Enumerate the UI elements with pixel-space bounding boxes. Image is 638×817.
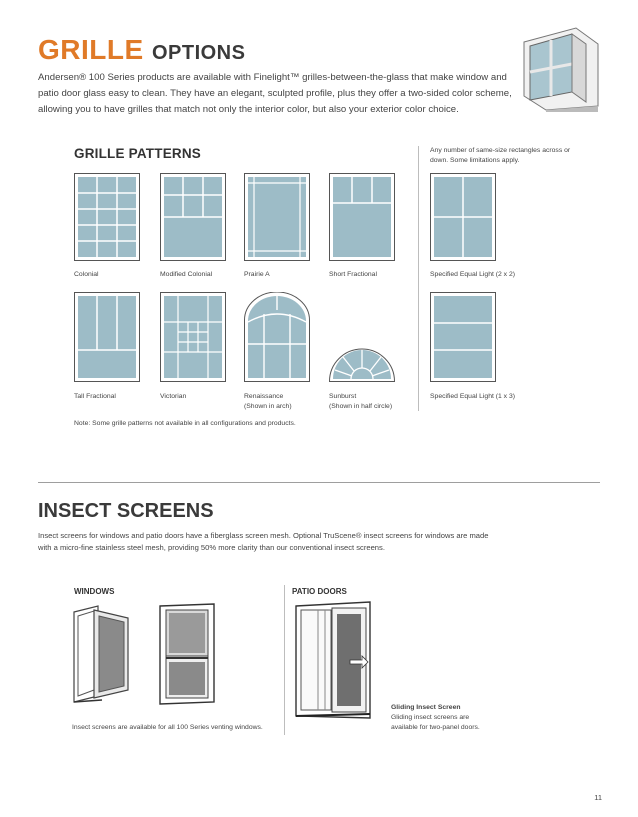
windows-caption: Insect screens are available for all 100 Series venting windows. (72, 724, 263, 731)
renaissance-label: Renaissance (244, 393, 284, 400)
page-number: 11 (594, 793, 602, 802)
sunburst-sublabel: (Shown in half circle) (329, 403, 393, 410)
title-accent: GRILLE (38, 34, 144, 65)
patio-caption-title: Gliding Insect Screen (391, 704, 461, 711)
grille-divider (418, 146, 419, 411)
renaissance-sublabel: (Shown in arch) (244, 403, 292, 410)
grille-label-renaissance (244, 392, 292, 412)
insect-screens-intro: Insect screens for windows and patio doors have a fiberglass screen mesh. Optional TruScene® insect screens for windows are made with a micro-fine stainless steel mesh, providing 50% more clarity than our conventional insect screens. (38, 531, 489, 552)
grille-side-note: Any number of same-size rectangles across or down. Some limitations apply. (430, 147, 571, 164)
double-hung-window-screen-image (156, 602, 218, 706)
patio-caption-text: Gliding insect screens are available for two-panel doors. (391, 714, 480, 731)
grille-label-modified-colonial: Modified Colonial (160, 271, 213, 278)
patio-doors-title: PATIO DOORS (292, 587, 347, 596)
grille-prairie-a-image (244, 173, 310, 261)
title-rest: OPTIONS (151, 42, 246, 64)
grille-specified-1x3-image (430, 292, 496, 382)
page-title (38, 36, 245, 64)
sunburst-label: Sunburst (329, 393, 357, 400)
grille-note: Note: Some grille patterns not available in all configurations and products. (74, 420, 296, 427)
grille-patterns-title: GRILLE PATTERNS (74, 146, 201, 161)
insect-screens-title: INSECT SCREENS (38, 500, 214, 522)
grille-label-prairie-a: Prairie A (244, 271, 270, 278)
grille-label-specified-2x2: Specified Equal Light (2 x 2) (430, 271, 516, 278)
grille-specified-2x2-image (430, 173, 496, 261)
window-corner-illustration (516, 22, 606, 117)
grille-modified-colonial-image (160, 173, 226, 261)
grille-label-sunburst (329, 392, 392, 412)
patio-door-screen-image (292, 600, 374, 720)
grille-label-tall-fractional: Tall Fractional (74, 393, 116, 400)
grille-label-short-fractional: Short Fractional (329, 271, 377, 278)
casement-window-screen-image (72, 604, 134, 704)
grille-label-specified-1x3: Specified Equal Light (1 x 3) (430, 393, 516, 400)
windows-title: WINDOWS (74, 587, 115, 596)
intro-paragraph: Andersen® 100 Series products are available with Finelight™ grilles-between-the-glass that make window and patio door glass easy to clean. They have an elegant, sculpted profile, plus they offer a two-sided color scheme, allowing you to have grilles that match not only the interior color, but also your exterior color choice. (38, 72, 512, 115)
grille-short-fractional-image (329, 173, 395, 261)
grille-victorian-image (160, 292, 226, 382)
grille-tall-fractional-image (74, 292, 140, 382)
section-divider (38, 482, 600, 483)
grille-colonial-image (74, 173, 140, 261)
grille-label-victorian: Victorian (160, 393, 187, 400)
insect-divider (284, 585, 285, 735)
grille-sunburst-image (329, 344, 395, 382)
patio-caption (391, 703, 491, 733)
grille-label-colonial: Colonial (74, 271, 99, 278)
grille-renaissance-image (244, 292, 310, 382)
